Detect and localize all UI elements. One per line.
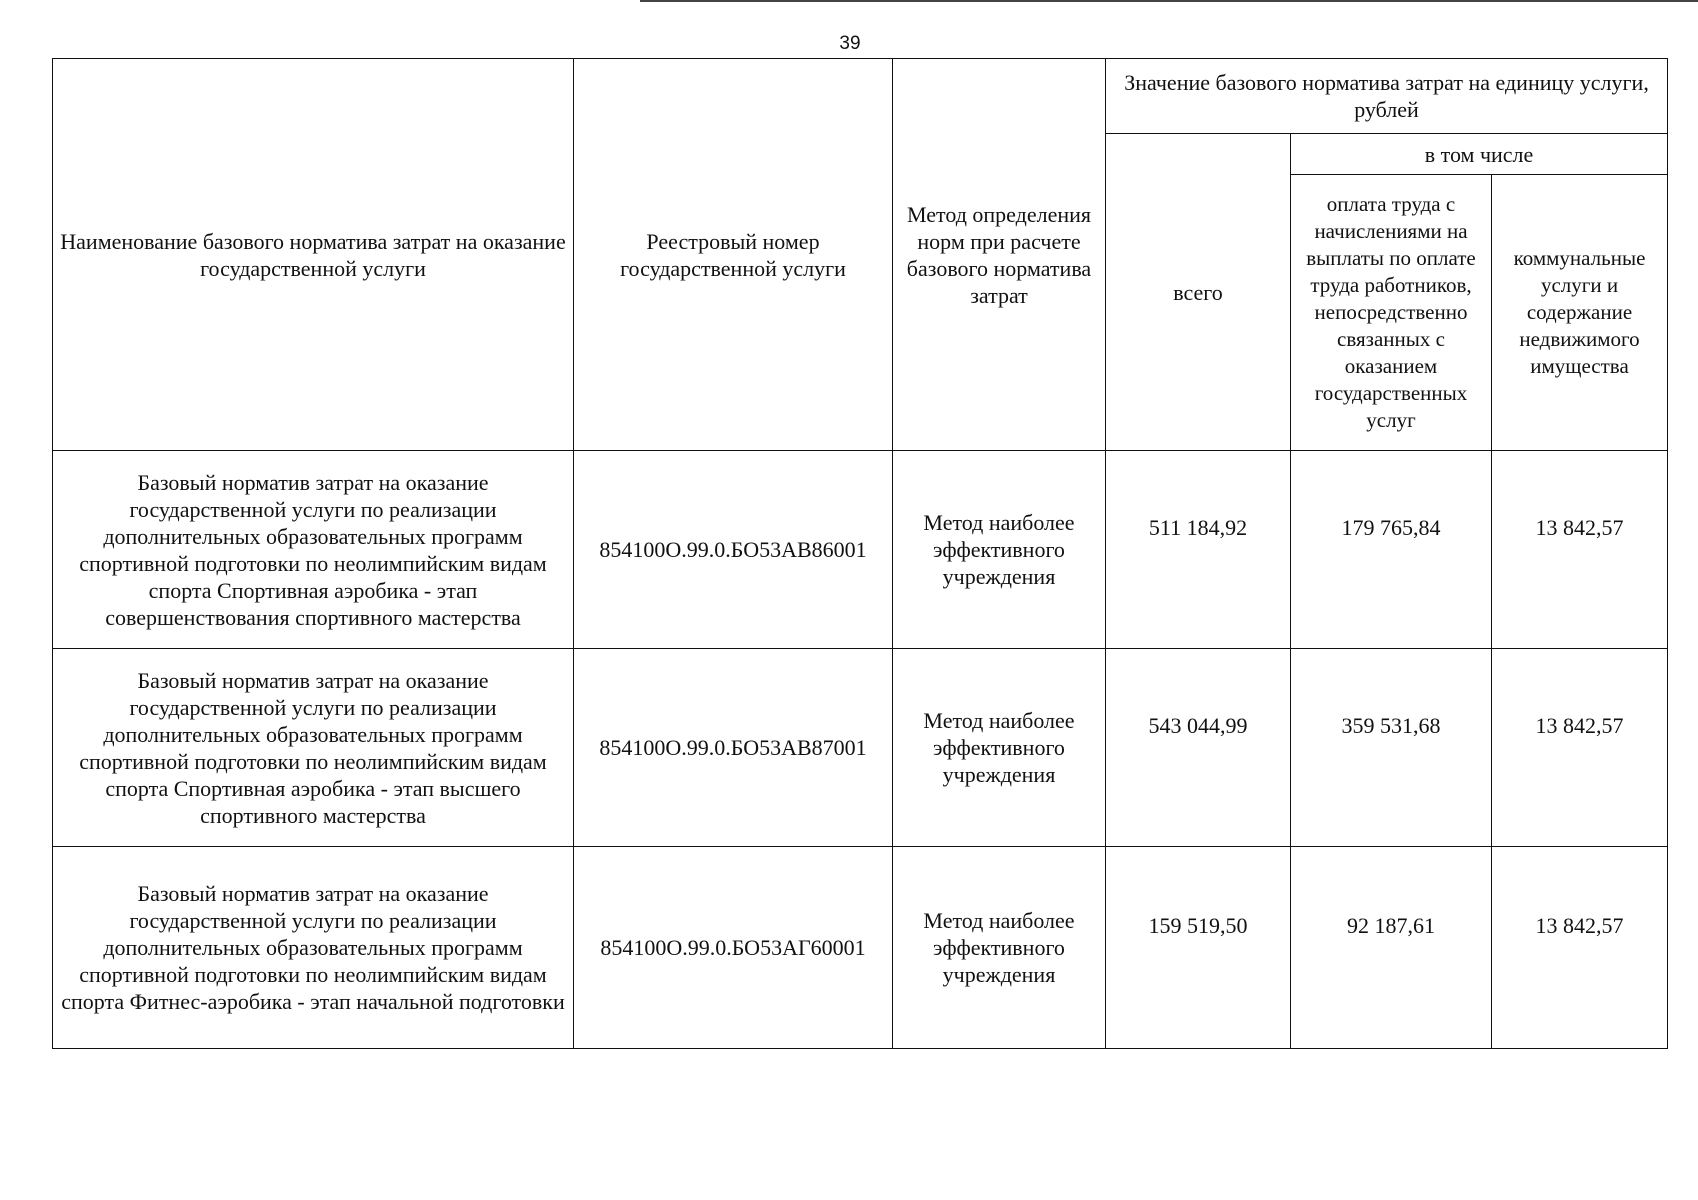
row-total bbox=[1106, 649, 1291, 847]
row-total bbox=[1106, 451, 1291, 649]
row-registry: 854100О.99.0.БО53АГ60001 bbox=[574, 847, 893, 1049]
row-utilities bbox=[1492, 451, 1668, 649]
header-including: в том числе bbox=[1291, 134, 1668, 175]
row-method: Метод наиболее эффективного учреждения bbox=[893, 847, 1106, 1049]
header-total: всего bbox=[1106, 134, 1291, 451]
table-row bbox=[53, 451, 1668, 649]
row-utilities bbox=[1492, 847, 1668, 1049]
row-utilities-value: 13 842,57 bbox=[1535, 913, 1624, 938]
header-method: Метод определения норм при расчете базового норматива затрат bbox=[893, 59, 1106, 451]
table-row bbox=[53, 847, 1668, 1049]
header-labor: оплата труда с начислениями на выплаты по оплате труда работников, непосредственно связанных с оказанием государственных услуг bbox=[1291, 175, 1492, 451]
header-value-group: Значение базового норматива затрат на единицу услуги, рублей bbox=[1106, 59, 1668, 134]
row-method: Метод наиболее эффективного учреждения bbox=[893, 649, 1106, 847]
row-name: Базовый норматив затрат на оказание государственной услуги по реализации дополнительных образовательных программ спортивной подготовки по неолимпийским видам спорта Спортивная аэробика - этап совершенствования спортивного мастерства bbox=[53, 451, 574, 649]
header-name: Наименование базового норматива затрат на оказание государственной услуги bbox=[53, 59, 574, 451]
row-registry: 854100О.99.0.БО53АВ86001 bbox=[574, 451, 893, 649]
row-labor bbox=[1291, 451, 1492, 649]
row-name: Базовый норматив затрат на оказание государственной услуги по реализации дополнительных образовательных программ спортивной подготовки по неолимпийским видам спорта Фитнес-аэробика - этап начальной подготовки bbox=[53, 847, 574, 1049]
row-labor bbox=[1291, 847, 1492, 1049]
row-name: Базовый норматив затрат на оказание государственной услуги по реализации дополнительных образовательных программ спортивной подготовки по неолимпийским видам спорта Спортивная аэробика - этап высшего спортивного мастерства bbox=[53, 649, 574, 847]
header-registry: Реестровый номер государственной услуги bbox=[574, 59, 893, 451]
row-labor bbox=[1291, 649, 1492, 847]
row-total bbox=[1106, 847, 1291, 1049]
row-labor-value: 179 765,84 bbox=[1341, 515, 1441, 540]
table-row bbox=[53, 649, 1668, 847]
norms-table bbox=[52, 58, 1668, 1049]
top-rule bbox=[640, 0, 1698, 2]
row-total-value: 159 519,50 bbox=[1148, 913, 1248, 938]
row-labor-value: 92 187,61 bbox=[1347, 913, 1435, 938]
row-method: Метод наиболее эффективного учреждения bbox=[893, 451, 1106, 649]
row-utilities-value: 13 842,57 bbox=[1535, 713, 1624, 738]
row-total-value: 543 044,99 bbox=[1148, 713, 1248, 738]
row-labor-value: 359 531,68 bbox=[1341, 713, 1441, 738]
row-registry: 854100О.99.0.БО53АВ87001 bbox=[574, 649, 893, 847]
row-total-value: 511 184,92 bbox=[1148, 515, 1248, 540]
header-utilities: коммунальные услуги и содержание недвижимого имущества bbox=[1492, 175, 1668, 451]
page-number: 39 bbox=[839, 33, 861, 54]
row-utilities bbox=[1492, 649, 1668, 847]
row-utilities-value: 13 842,57 bbox=[1535, 515, 1624, 540]
